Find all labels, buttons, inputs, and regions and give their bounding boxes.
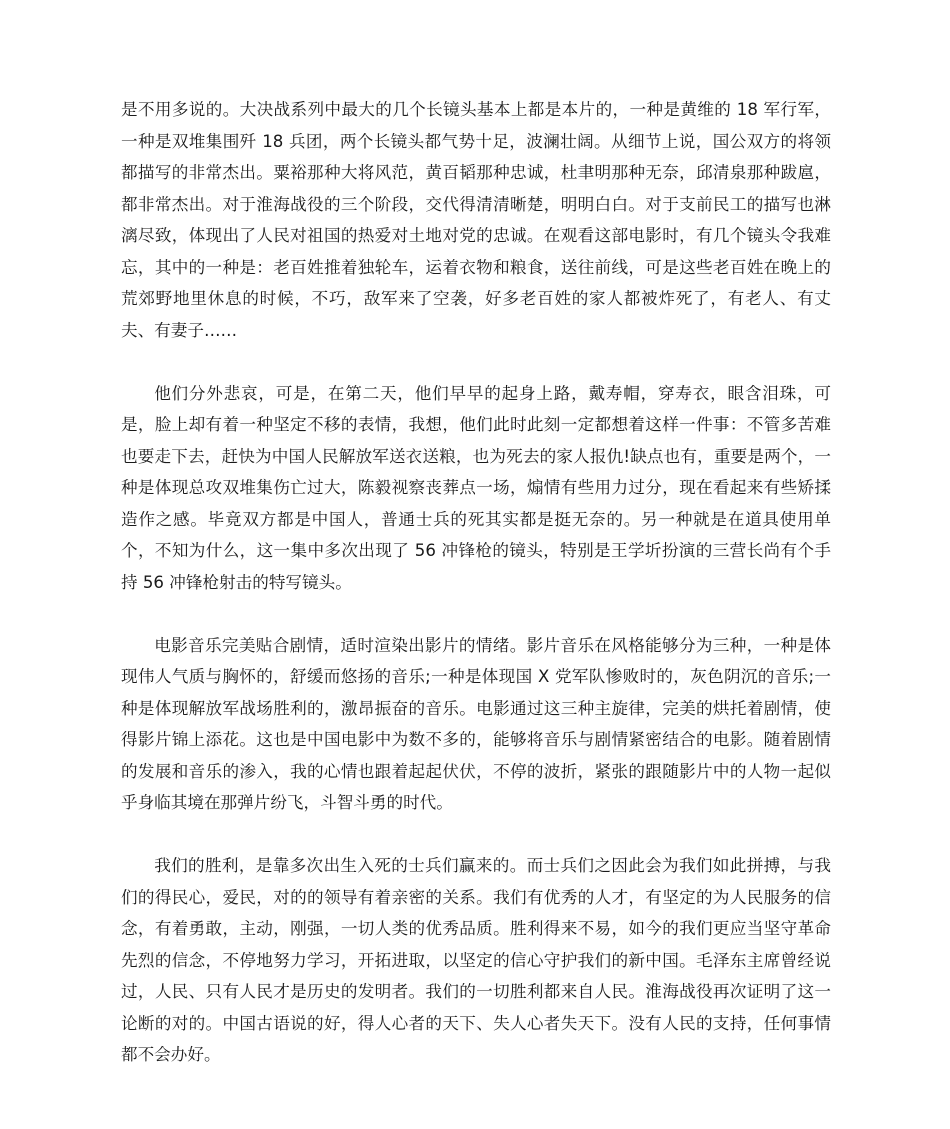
paragraph-4: 我们的胜利，是靠多次出生入死的士兵们赢来的。而士兵们之因此会为我们如此拼搏，与我们的得民心，爱民，对的的领导有着亲密的关系。我们有优秀的人才，有坚定的为人民服务的信念，有着勇敢，主动，刚强，一切人类的优秀品质。胜利得来不易，如今的我们更应当坚守革命先烈的信念，不停地努力学习，开拓进取，以坚定的信心守护我们的新中国。毛泽东主席曾经说过，人民、只有人民才是历史的发明者。我们的一切胜利都来自人民。淮海战役再次证明了这一论断的对的。中国古语说的好，得人心者的天下、失人心者失天下。没有人民的支持，任何事情都不会办好。 — [121, 856, 831, 1064]
document-body — [121, 94, 831, 1102]
paragraph-3: 电影音乐完美贴合剧情，适时渲染出影片的情绪。影片音乐在风格能够分为三种，一种是体现伟人气质与胸怀的，舒缓而悠扬的音乐;一种是体现国 X 党军队惨败时的，灰色阴沉的音乐;一种是体现解放军战场胜利的，激昂振奋的音乐。电影通过这三种主旋律，完美的烘托着剧情，使得影片锦上添花。这也是中国电影中为数不多的，能够将音乐与剧情紧密结合的电影。随着剧情的发展和音乐的渗入，我的心情也跟着起起伏伏，不停的波折，紧张的跟随影片中的人物一起似乎身临其境在那弹片纷飞，斗智斗勇的时代。 — [121, 635, 831, 812]
paragraph-1: 是不用多说的。大决战系列中最大的几个长镜头基本上都是本片的，一种是黄维的 18 军行军，一种是双堆集围歼 18 兵团，两个长镜头都气势十足，波澜壮阔。从细节上说，国公双方的将领都描写的非常杰出。粟裕那种大将风范，黄百韬那种忠诚，杜聿明那种无奈，邱清泉那种跋扈，都非常杰出。对于淮海战役的三个阶段，交代得清清晰楚，明明白白。对于支前民工的描写也淋漓尽致，体现出了人民对祖国的热爱对土地对党的忠诚。在观看这部电影时，有几个镜头令我难忘，其中的一种是：老百姓推着独轮车，运着衣物和粮食，送往前线，可是这些老百姓在晚上的荒郊野地里休息的时候，不巧，敌军来了空袭，好多老百姓的家人都被炸死了，有老人、有丈夫、有妻子…… — [121, 100, 831, 340]
paragraph-2: 他们分外悲哀，可是，在第二天，他们早早的起身上路，戴寿帽，穿寿衣，眼含泪珠，可是，脸上却有着一种坚定不移的表情，我想，他们此时此刻一定都想着这样一件事：不管多苦难也要走下去，赶快为中国人民解放军送衣送粮，也为死去的家人报仇!缺点也有，重要是两个，一种是体现总攻双堆集伤亡过大，陈毅视察丧葬点一场，煽情有些用力过分，现在看起来有些矫揉造作之感。毕竟双方都是中国人，普通士兵的死其实都是挺无奈的。另一种就是在道具使用单个，不知为什么，这一集中多次出现了 56 冲锋枪的镜头，特别是王学圻扮演的三营长尚有个手持 56 冲锋枪射击的特写镜头。 — [121, 383, 831, 592]
